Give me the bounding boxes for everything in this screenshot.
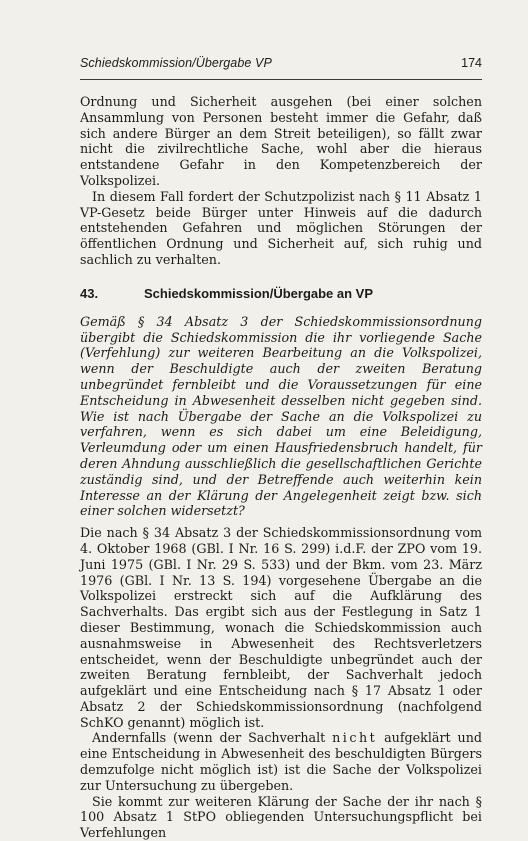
- paragraph-answer-2: [80, 730, 482, 793]
- section-heading: [80, 286, 482, 304]
- page-body: [80, 94, 482, 841]
- paragraph-continuation: Ordnung und Sicherheit ausgehen (bei einer solchen Ansammlung von Personen besteht immer die Gefahr, daß sich andere Bürger an dem Streit beteiligen), so fällt zwar nicht die zivilrechtliche Sache, wohl aber die hieraus entstandene Gefahr in den Kompetenzbereich der Volkspolizei.: [80, 94, 482, 188]
- paragraph-answer-2-end: aufgeklärt und eine Entscheidung in Abwesenheit des beschuldigten Bürgers demzufolge nicht möglich ist) ist die Sache der Volkspolizei zur Untersuchung zu übergeben.: [80, 730, 482, 793]
- running-head-title: Schiedskommission/Übergabe VP: [80, 56, 272, 70]
- running-head: [80, 56, 482, 76]
- header-rule: [80, 79, 482, 80]
- paragraph-schutzpolizist: In diesem Fall fordert der Schutzpolizist nach § 11 Absatz 1 VP-Gesetz beide Bürger unter Hinweis auf die dadurch entstehenden Gefahren und möglichen Störungen der öffentlichen Ordnung und Sicherheit auf, sich ruhig und sachlich zu verhalten.: [80, 188, 482, 267]
- emphasis-nicht: nicht: [332, 730, 378, 746]
- page-number: 174: [461, 56, 482, 70]
- paragraph-answer-2-start: Andernfalls (wenn der Sachverhalt: [92, 730, 333, 746]
- paragraph-answer-1: Die nach § 34 Absatz 3 der Schiedskommissionsordnung vom 4. Oktober 1968 (GBl. I Nr. 16 S. 299) i.d.F. der ZPO vom 19. Juni 1975 (GBl. I Nr. 29 S. 533) und der Bkm. vom 23. März 1976 (GBl. I Nr. 13 S. 194) vorgesehene Übergabe an die Volkspolizei erstreckt sich auf die Aufklärung des Sachverhalts. Das ergibt sich aus der Festlegung in Satz 1 dieser Bestimmung, wonach die Schiedskommission auch ausnahmsweise in Abwesenheit des Rechtsverletzers entscheidet, wenn der Beschuldigte unbegründet auch der zweiten Beratung fernbleibt, der Sachverhalt jedoch aufgeklärt und eine Entscheidung nach § 17 Absatz 1 oder Absatz 2 der Schiedskommissionsordnung (nachfolgend SchKO genannt) möglich ist.: [80, 525, 482, 730]
- question-lead-text: Gemäß § 34 Absatz 3 der Schiedskommissionsordnung übergibt die Schiedskommission die ihr vorliegende Sache (Verfehlung) zur weiteren Bearbeitung an die Volkspolizei, wenn der Beschuldigte auch der zweiten Beratung unbegründet fernbleibt und die Voraussetzungen für eine Entscheidung in Abwesenheit desselben nicht gegeben sind. Wie ist nach Übergabe der Sache an die Volkspolizei zu verfahren, wenn es sich dabei um eine Beleidigung, Verleumdung oder um einen Hausfriedensbruch handelt, für deren Ahndung ausschließlich die gesellschaftlichen Gerichte zuständig sind, und der Betreffende auch weiterhin kein Interesse an der Klärung der Angelegenheit zeigt bzw. sich einer solchen widersetzt?: [80, 313, 482, 519]
- section-title: Schiedskommission/Übergabe an VP: [144, 285, 374, 301]
- section-number: 43.: [80, 285, 99, 301]
- paragraph-answer-3: Sie kommt zur weiteren Klärung der Sache der ihr nach § 100 Absatz 1 StPO obliegenden Untersuchungspflicht bei Verfehlungen: [80, 793, 482, 841]
